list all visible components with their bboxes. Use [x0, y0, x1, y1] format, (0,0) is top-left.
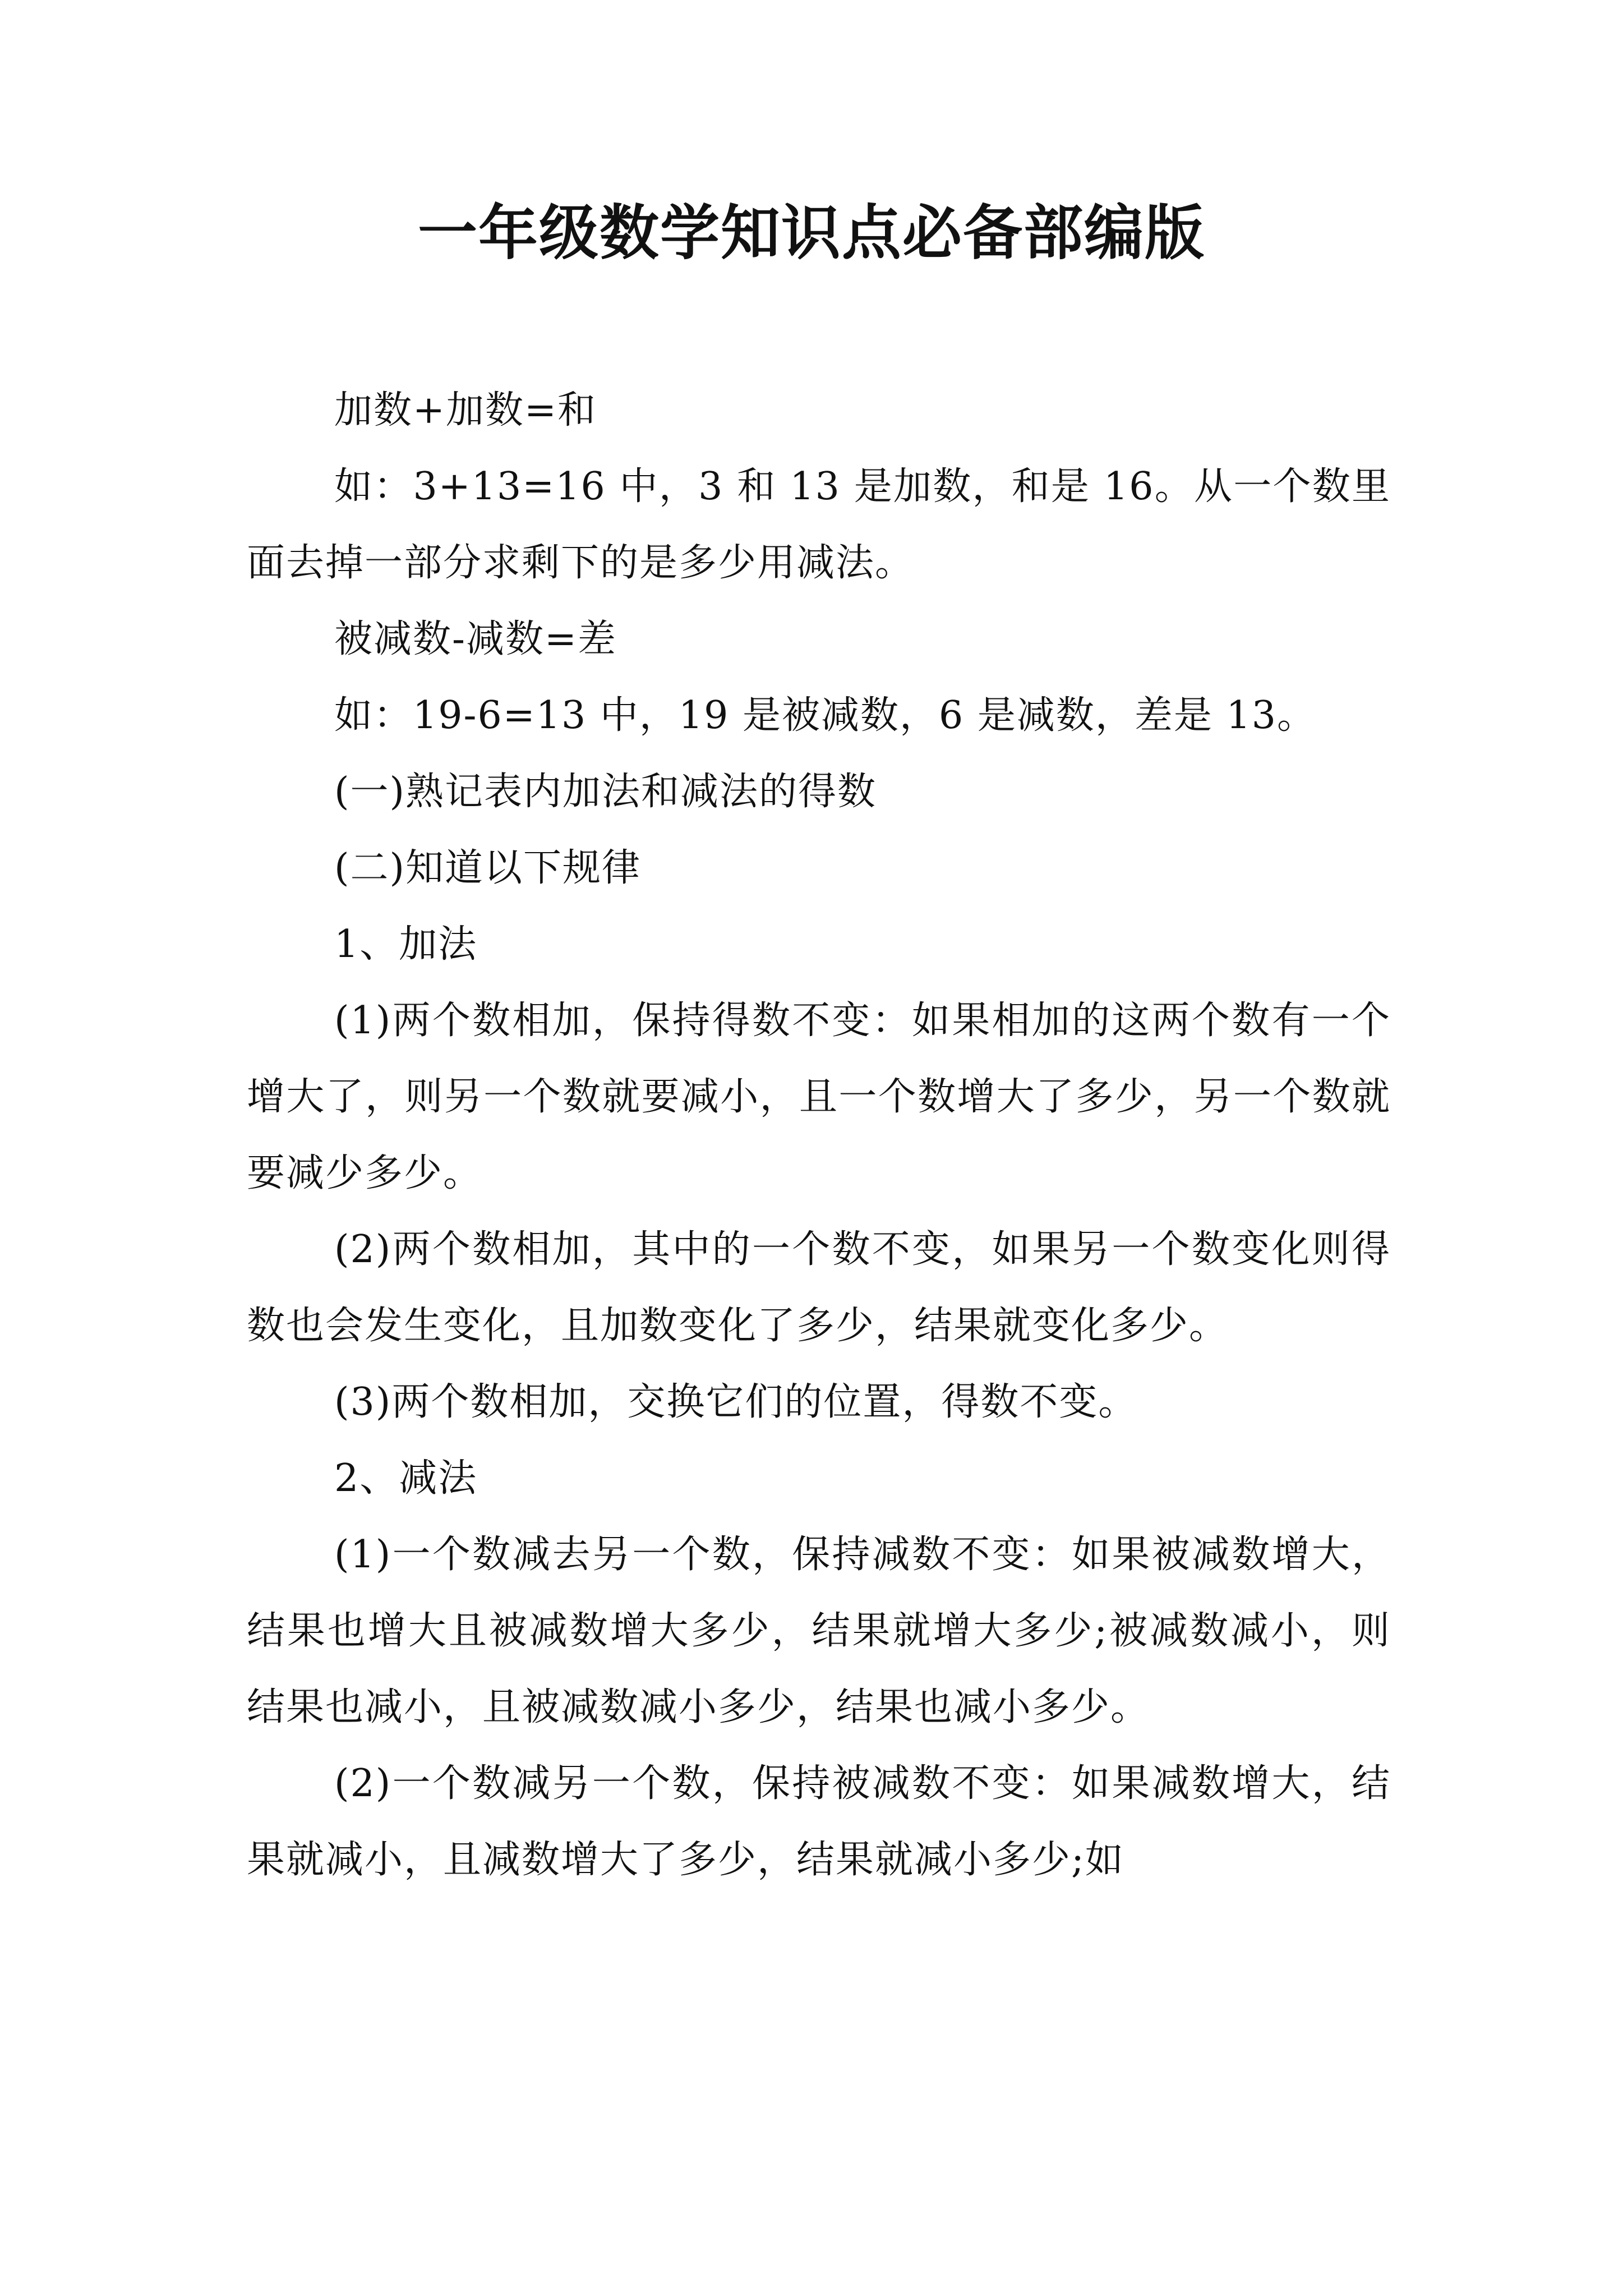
document-body — [247, 372, 1391, 1898]
paragraph-addition-example: 如：3+13=16 中，3 和 13 是加数，和是 16。从一个数里面去掉一部分求剩下的是多少用减法。 — [247, 464, 1391, 585]
paragraph-section-one: (一)熟记表内加法和减法的得数 — [334, 770, 877, 814]
document-title: 一年级数学知识点必备部编版 — [418, 197, 1205, 268]
paragraph-addition-heading: 1、加法 — [334, 922, 478, 967]
paragraph-addition-rule-1: (1)两个数相加，保持得数不变：如果相加的这两个数有一个增大了，则另一个数就要减小，且一个数增大了多少，另一个数就要减少多少。 — [247, 999, 1391, 1195]
paragraph-subtraction-rule-2: (2)一个数减另一个数，保持被减数不变：如果减数增大，结果就减小，且减数增大了多少，结果就减小多少;如 — [247, 1761, 1391, 1882]
paragraph-subtraction-example: 如：19-6=13 中，19 是被减数，6 是减数，差是 13。 — [334, 693, 1317, 738]
paragraph-subtraction-heading: 2、减法 — [334, 1456, 478, 1501]
paragraph-addition-rule-2: (2)两个数相加，其中的一个数不变，如果另一个数变化则得数也会发生变化，且加数变化了多少，结果就变化多少。 — [247, 1227, 1391, 1348]
paragraph-addition-rule-3: (3)两个数相加，交换它们的位置，得数不变。 — [334, 1380, 1138, 1424]
paragraph-subtraction-rule-1: (1)一个数减去另一个数，保持减数不变：如果被减数增大，结果也增大且被减数增大多少，结果就增大多少;被减数减小，则结果也减小，且被减数减小多少，结果也减小多少。 — [247, 1533, 1391, 1729]
paragraph-section-two: (二)知道以下规律 — [334, 846, 642, 890]
paragraph-addition-formula: 加数+加数=和 — [334, 388, 597, 432]
paragraph-subtraction-formula: 被减数-减数=差 — [334, 617, 617, 661]
